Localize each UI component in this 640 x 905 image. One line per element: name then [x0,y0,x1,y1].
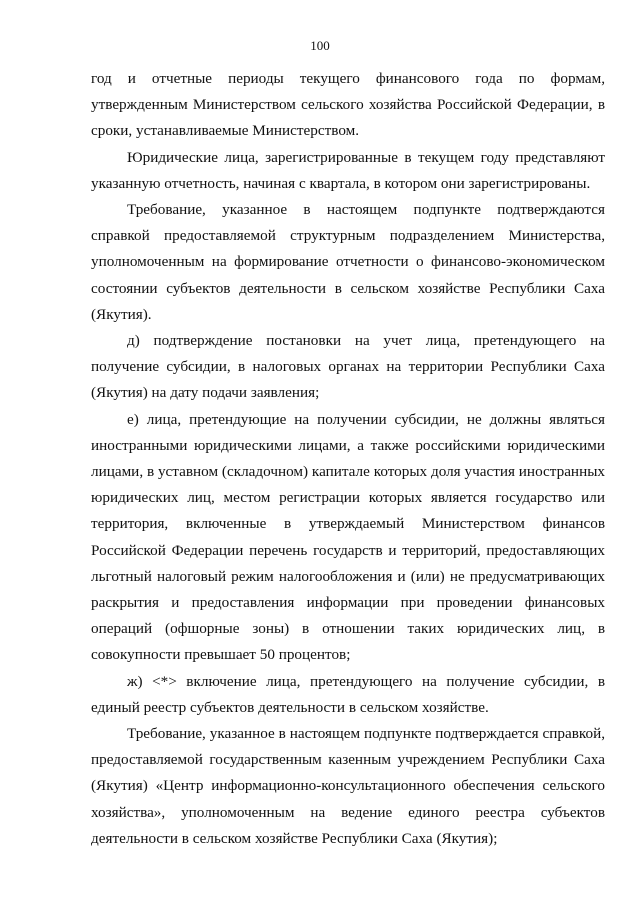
paragraph-continuation: год и отчетные периоды текущего финансового года по формам, утвержденным Министерством сельского хозяйства Российской Федерации, в сроки, устанавливаемые Министерством. [91,70,605,140]
paragraph-item-d: д) подтверждение постановки на учет лица, претендующего на получение субсидии, в налоговых органах на территории Республики Саха (Якутия) на дату подачи заявления; [91,332,605,402]
paragraph-legal-entities: Юридические лица, зарегистрированные в текущем году представляют указанную отчетность, начиная с квартала, в котором они зарегистрированы. [91,148,605,192]
paragraph-requirement-reporting: Требование, указанное в настоящем подпункте подтверждаются справкой предоставляемой структурным подразделением Министерства, уполномоченным на формирование отчетности о финансово-экономическом состоянии субъектов деятельности в сельском хозяйстве Республики Саха (Якутия). [91,201,605,323]
page-number: 100 [310,38,330,53]
document-body [91,66,605,852]
paragraph-requirement-registry: Требование, указанное в настоящем подпункте подтверждается справкой, предоставляемой государственным казенным учреждением Республики Саха (Якутия) «Центр информационно-консультационного обеспечения сельского хозяйства», уполномоченным на ведение единого реестра субъектов деятельности в сельском хозяйстве Республики Саха (Якутия); [91,725,605,847]
paragraph-item-e: е) лица, претендующие на получении субсидии, не должны являться иностранными юридическими лицами, а также российскими юридическими лицами, в уставном (складочном) капитале которых доля участия иностранных юридических лиц, местом регистрации которых является государство или территория, включенные в утверждаемый Министерством финансов Российской Федерации перечень государств и территорий, предоставляющих льготный налоговый режим налогообложения и (или) не предусматривающих раскрытия и предоставления информации при проведении финансовых операций (офшорные зоны) в отношении таких юридических лиц, в совокупности превышает 50 процентов; [91,410,605,664]
paragraph-item-zh: ж) <*> включение лица, претендующего на получение субсидии, в единый реестр субъектов деятельности в сельском хозяйстве. [91,672,605,716]
